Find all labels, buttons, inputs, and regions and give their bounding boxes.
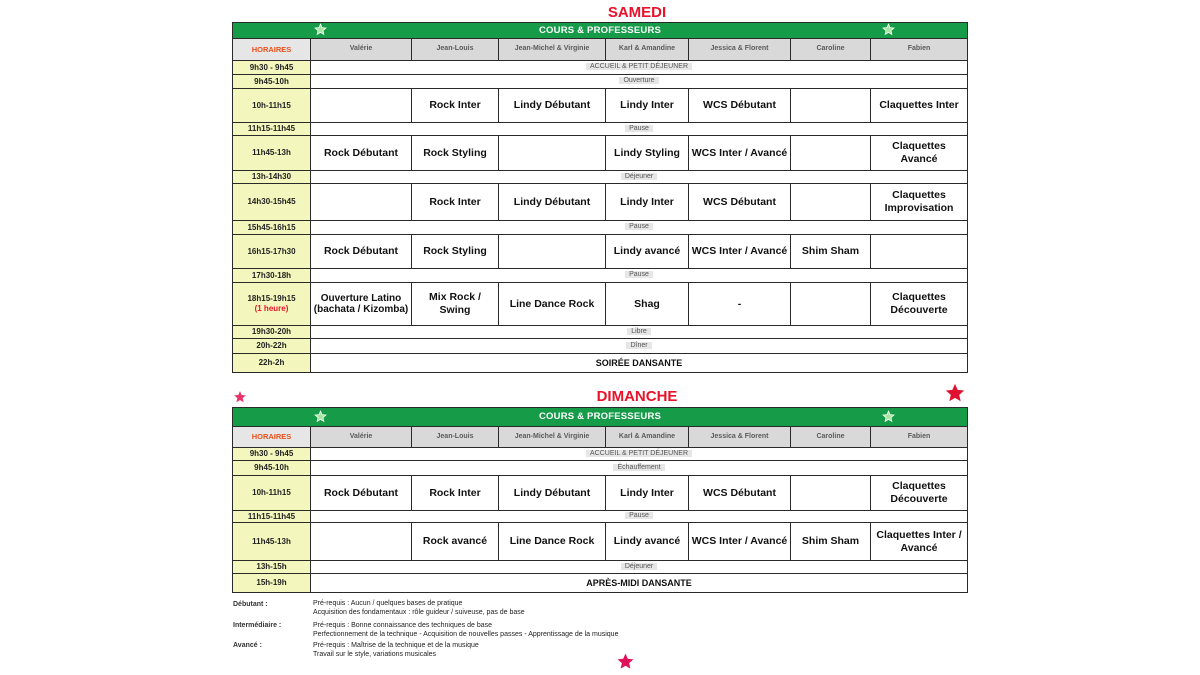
course-cell: Shag	[606, 283, 689, 326]
activity-label: ACCUEIL & PETIT DÉJEUNER	[586, 63, 692, 70]
time-note: (1 heure)	[254, 304, 289, 313]
teacher-name: Valérie	[311, 39, 412, 61]
legend-line: Pré-requis : Aucun / quelques bases de pratique	[313, 600, 463, 607]
merged-activity-cell	[311, 461, 968, 476]
time-slot: 14h30-15h45	[233, 184, 311, 221]
merged-activity-cell	[311, 221, 968, 235]
course-cell	[871, 235, 968, 269]
course-cell: Rock Inter	[412, 184, 499, 221]
course-cell: Shim Sham	[791, 235, 871, 269]
courses-header: COURS & PROFESSEURS	[233, 23, 968, 39]
activity-label: Ouverture	[619, 77, 658, 84]
activity-label: Pause	[625, 271, 653, 278]
course-cell	[499, 235, 606, 269]
time-slot: 13h-14h30	[233, 171, 311, 184]
legend-label-beginner: Débutant :	[233, 601, 268, 608]
course-cell: Line Dance Rock	[499, 523, 606, 561]
merged-activity-cell	[311, 326, 968, 339]
course-cell: WCS Inter / Avancé	[689, 523, 791, 561]
course-cell	[499, 136, 606, 171]
course-cell: WCS Inter / Avancé	[689, 136, 791, 171]
time-slot: 9h45-10h	[233, 75, 311, 89]
course-cell	[791, 184, 871, 221]
merged-activity-cell	[311, 171, 968, 184]
teacher-name: Karl & Amandine	[606, 39, 689, 61]
legend-line: Travail sur le style, variations musicales	[313, 651, 437, 658]
time-slot: 11h15-11h45	[233, 123, 311, 136]
activity-label: Déjeuner	[621, 563, 657, 570]
course-cell: Rock Styling	[412, 136, 499, 171]
sunday-schedule-table	[232, 407, 968, 593]
time-slot: 19h30-20h	[233, 326, 311, 339]
time-slot: 20h-22h	[233, 339, 311, 354]
course-cell: Lindy Inter	[606, 476, 689, 511]
course-cell: WCS Débutant	[689, 476, 791, 511]
course-cell: Claquettes Découverte	[871, 283, 968, 326]
activity-label: Pause	[625, 512, 653, 519]
day-title-sunday: DIMANCHE	[596, 388, 678, 405]
merged-activity-cell	[311, 75, 968, 89]
activity-label: Échauffement	[613, 464, 664, 471]
merged-activity-cell	[311, 561, 968, 574]
teacher-name: Caroline	[791, 427, 871, 448]
merged-activity-cell	[311, 448, 968, 461]
teacher-name: Fabien	[871, 39, 968, 61]
course-cell	[311, 523, 412, 561]
star-icon	[882, 23, 895, 36]
star-icon	[944, 382, 966, 404]
merged-activity-cell	[311, 339, 968, 354]
course-cell: Rock Débutant	[311, 476, 412, 511]
legend-line: Pré-requis : Maîtrise de la technique et de la musique	[313, 642, 479, 649]
time-slot: 11h15-11h45	[233, 511, 311, 523]
course-cell: Rock Styling	[412, 235, 499, 269]
time-slot: 15h45-16h15	[233, 221, 311, 235]
course-cell: Lindy avancé	[606, 235, 689, 269]
merged-activity-cell	[311, 269, 968, 283]
course-cell: Rock Inter	[412, 89, 499, 123]
teacher-name: Jean-Louis	[412, 427, 499, 448]
star-icon	[616, 652, 635, 671]
course-cell: Claquettes Découverte	[871, 476, 968, 511]
course-cell: WCS Débutant	[689, 89, 791, 123]
teacher-name: Karl & Amandine	[606, 427, 689, 448]
activity-label: Déjeuner	[621, 173, 657, 180]
time-slot: 9h45-10h	[233, 461, 311, 476]
time-slot: 11h45-13h	[233, 136, 311, 171]
teacher-name: Jean-Louis	[412, 39, 499, 61]
course-cell: Line Dance Rock	[499, 283, 606, 326]
course-cell: Rock Débutant	[311, 235, 412, 269]
course-cell: Claquettes Avancé	[871, 136, 968, 171]
teacher-name: Fabien	[871, 427, 968, 448]
time-range: 18h15-19h15	[247, 294, 296, 304]
star-icon	[314, 410, 327, 423]
day-title-saturday: SAMEDI	[607, 4, 667, 21]
merged-activity-cell	[311, 61, 968, 75]
activity-label: Libre	[627, 328, 651, 335]
legend-line: Perfectionnement de la technique - Acquisition de nouvelles passes - Apprentissage de la musique	[313, 631, 619, 638]
horaires-label: HORAIRES	[233, 39, 311, 61]
activity-label: Pause	[625, 125, 653, 132]
course-cell: Ouverture Latino (bachata / Kizomba)	[311, 283, 412, 326]
course-cell: Mix Rock / Swing	[412, 283, 499, 326]
merged-activity-cell	[311, 123, 968, 136]
time-slot: 10h-11h15	[233, 476, 311, 511]
course-cell: Rock avancé	[412, 523, 499, 561]
teacher-name: Caroline	[791, 39, 871, 61]
course-cell	[791, 476, 871, 511]
time-slot: 9h30 - 9h45	[233, 61, 311, 75]
course-cell: Claquettes Inter / Avancé	[871, 523, 968, 561]
horaires-label: HORAIRES	[233, 427, 311, 448]
teacher-name: Jessica & Florent	[689, 39, 791, 61]
course-cell: Lindy Inter	[606, 89, 689, 123]
course-cell: -	[689, 283, 791, 326]
course-cell: WCS Débutant	[689, 184, 791, 221]
time-slot: 9h30 - 9h45	[233, 448, 311, 461]
teacher-name: Valérie	[311, 427, 412, 448]
course-cell: Rock Inter	[412, 476, 499, 511]
course-cell: Lindy Débutant	[499, 89, 606, 123]
teacher-name: Jean-Michel & Virginie	[499, 39, 606, 61]
course-cell	[311, 89, 412, 123]
teacher-name: Jean-Michel & Virginie	[499, 427, 606, 448]
course-cell: Lindy avancé	[606, 523, 689, 561]
star-icon	[882, 410, 895, 423]
legend-label-intermediate: Intermédiaire :	[233, 622, 282, 629]
activity-label: Pause	[625, 223, 653, 230]
star-icon	[233, 390, 247, 404]
activity-label: Dîner	[626, 342, 651, 349]
course-cell	[311, 184, 412, 221]
course-cell	[791, 136, 871, 171]
course-cell: Lindy Styling	[606, 136, 689, 171]
course-cell: Shim Sham	[791, 523, 871, 561]
time-slot	[233, 283, 311, 326]
legend-line: Pré-requis : Bonne connaissance des techniques de base	[313, 622, 493, 629]
star-icon	[314, 23, 327, 36]
activity-label: ACCUEIL & PETIT DÉJEUNER	[586, 450, 692, 457]
course-cell: WCS Inter / Avancé	[689, 235, 791, 269]
courses-header: COURS & PROFESSEURS	[233, 408, 968, 427]
saturday-schedule-table	[232, 22, 968, 373]
afternoon-dance-cell: APRÈS-MIDI DANSANTE	[311, 574, 968, 593]
legend-label-advanced: Avancé :	[233, 642, 262, 649]
time-slot: 13h-15h	[233, 561, 311, 574]
course-cell: Lindy Débutant	[499, 476, 606, 511]
course-cell: Lindy Débutant	[499, 184, 606, 221]
evening-dance-cell: SOIRÉE DANSANTE	[311, 354, 968, 373]
course-cell: Lindy Inter	[606, 184, 689, 221]
merged-activity-cell	[311, 511, 968, 523]
time-slot: 17h30-18h	[233, 269, 311, 283]
time-slot: 22h-2h	[233, 354, 311, 373]
course-cell	[791, 283, 871, 326]
course-cell: Claquettes Inter	[871, 89, 968, 123]
legend-line: Acquisition des fondamentaux : rôle guideur / suiveuse, pas de base	[313, 609, 525, 616]
course-cell: Rock Débutant	[311, 136, 412, 171]
time-slot: 16h15-17h30	[233, 235, 311, 269]
course-cell: Claquettes Improvisation	[871, 184, 968, 221]
course-cell	[791, 89, 871, 123]
teacher-name: Jessica & Florent	[689, 427, 791, 448]
time-slot: 15h-19h	[233, 574, 311, 593]
time-slot: 10h-11h15	[233, 89, 311, 123]
time-slot: 11h45-13h	[233, 523, 311, 561]
